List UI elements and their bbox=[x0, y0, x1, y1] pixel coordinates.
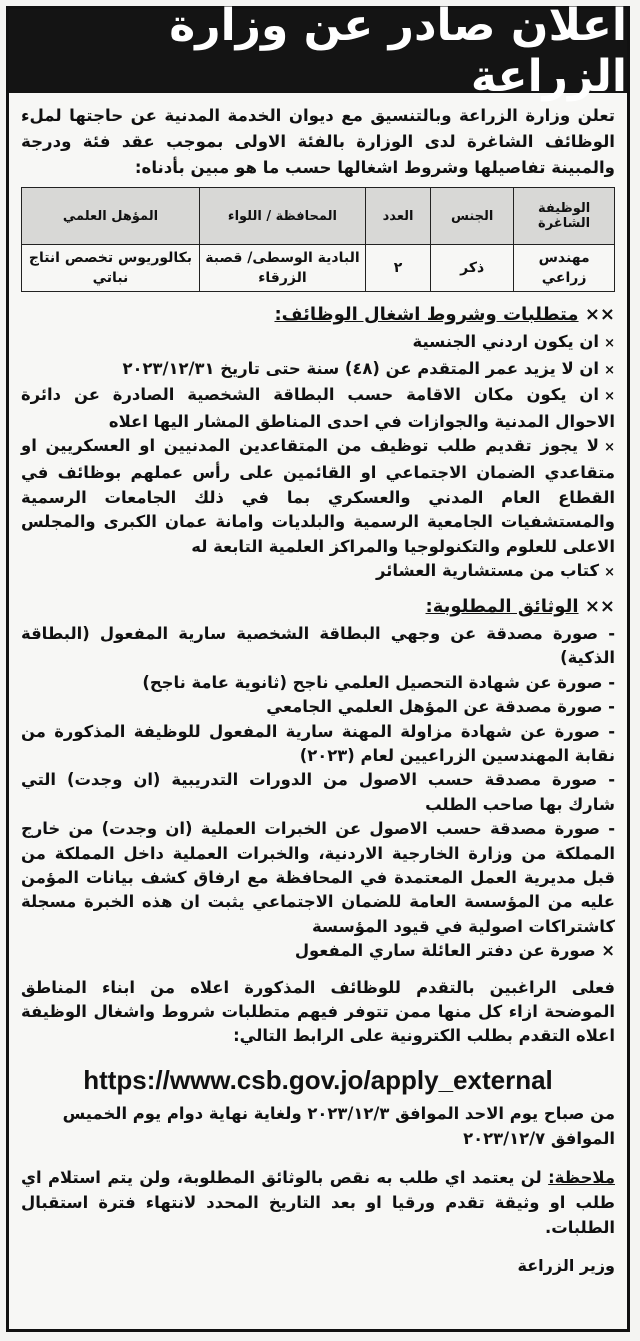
item-text: كتاب من مستشارية العشائر bbox=[376, 561, 599, 581]
signature: وزير الزراعة bbox=[517, 1256, 615, 1276]
bullet-mark: × bbox=[604, 565, 615, 581]
requirements-heading bbox=[21, 302, 615, 328]
documents-heading bbox=[21, 594, 615, 620]
list-item: - صورة مصدقة حسب الاصول عن الخبرات العملية (ان وجدت) من خارج المملكة من وزارة الخارجية الاردنية، والخبرات العملية داخل المملكة من قبل مديرية العمل المعتمدة في المحافظة مع ارفاق كشف بيانات المؤمن عليه من المؤسسة العامة للضمان الاجتماعي يثبت ان هذه الخبرة مسجلة كاشتراكات اصولية في قيود المؤسسة bbox=[21, 819, 615, 936]
list-item bbox=[21, 559, 615, 586]
apply-link[interactable]: https://www.csb.gov.jo/apply_external bbox=[83, 1065, 553, 1096]
bullet-mark: × bbox=[604, 389, 615, 405]
note-label: ملاحظة: bbox=[548, 1168, 615, 1188]
item-text: ان يكون اردني الجنسية bbox=[412, 332, 599, 351]
table-header-row bbox=[22, 188, 615, 245]
list-item bbox=[21, 383, 615, 434]
note-text: لن يعتمد اي طلب به نقص بالوثائق المطلوبة، ولن يتم استلام اي طلب او وثيقة تقدم ورقيا او بعد التاريخ المحدد لانتهاء فترة استقبال الطلبات. bbox=[21, 1168, 615, 1238]
cell-job: مهندس زراعي bbox=[514, 245, 615, 292]
intro-paragraph: تعلن وزارة الزراعة وبالتنسيق مع ديوان الخدمة المدنية عن حاجتها لملء الوظائف الشاغرة لدى الوزارة بالفئة الاولى بموجب عقد فئة ودرجة والمبينة تفاصيلها وشروط اشغالها حسب ما هو مبين بأدناه: bbox=[21, 106, 615, 177]
note-paragraph bbox=[21, 1165, 615, 1240]
list-item: - صورة مصدقة عن وجهي البطاقة الشخصية سارية المفعول (البطاقة الذكية) bbox=[21, 623, 615, 668]
bullet-mark: × bbox=[604, 362, 615, 378]
item-text: لا يجوز تقديم طلب توظيف من المتقاعدين المدنيين او العسكريين او متقاعدي الضمان الاجتماعي او القائمين على رأس عملهم بوظائف في القطاع العام المدني والعسكري بما في ذلك الجامعات الرسمية والمستشفيات الجامعية الرسمية والبلديات وامانة عمان الكبرى والمجلس الاعلى للعلوم والتكنولوجيا والمراكز العلمية التابعة له bbox=[21, 436, 615, 556]
list-item bbox=[21, 357, 615, 384]
section-marker: ×× bbox=[584, 595, 615, 617]
announcement-page bbox=[6, 0, 630, 1332]
closing-paragraph: فعلى الراغبين بالتقدم للوظائف المذكورة اعلاه من ابناء المناطق الموضحة ازاء كل منها ممن تتوفر فيهم متطلبات شروط واشغال الوظيفة اعلاه التقدم بطلب الكترونية على الرابط التالي: bbox=[21, 977, 615, 1046]
cell-qualification: بكالوريوس تخصص انتاج نباتي bbox=[22, 245, 200, 292]
item-text: ان لا يزيد عمر المتقدم عن (٤٨) سنة حتى تاريخ ٢٠٢٣/١٢/٣١ bbox=[122, 358, 599, 378]
col-header-job: الوظيفة الشاغرة bbox=[514, 188, 615, 245]
list-item: - صورة عن شهادة التحصيل العلمي ناجح (ثانوية عامة ناجح) bbox=[142, 672, 615, 692]
cell-gender: ذكر bbox=[431, 245, 514, 292]
announcement-title: اعلان صادر عن وزارة الزراعة bbox=[9, 9, 627, 93]
table-row bbox=[22, 245, 615, 292]
list-item: - صورة مصدقة عن المؤهل العلمي الجامعي bbox=[266, 697, 615, 717]
section-marker: ×× bbox=[584, 304, 615, 325]
vacancies-table bbox=[21, 187, 615, 292]
list-item: × صورة عن دفتر العائلة ساري المفعول bbox=[294, 941, 615, 961]
item-text: ان يكون مكان الاقامة حسب البطاقة الشخصية الصادرة عن دائرة الاحوال المدنية والجوازات في احدى المناطق المشار اليها اعلاه bbox=[21, 385, 615, 431]
col-header-governorate: المحافظة / اللواء bbox=[199, 188, 365, 245]
list-item: - صورة عن شهادة مزاولة المهنة سارية المفعول للوظيفة المذكورة من نقابة المهندسين الزراعيين لعام (٢٠٢٣) bbox=[21, 721, 615, 765]
documents-title: الوثائق المطلوبة: bbox=[425, 595, 579, 617]
list-item bbox=[21, 330, 615, 357]
requirements-title: متطلبات وشروط اشغال الوظائف: bbox=[274, 304, 579, 325]
col-header-gender: الجنس bbox=[431, 188, 514, 245]
documents-list bbox=[21, 622, 615, 964]
list-item: - صورة مصدقة حسب الاصول من الدورات التدريبية (ان وجدت) التي شارك بها صاحب الطلب bbox=[21, 770, 615, 814]
bullet-mark: × bbox=[604, 336, 615, 351]
col-header-qualification: المؤهل العلمي bbox=[22, 188, 200, 245]
list-item bbox=[21, 434, 615, 559]
bullet-mark: × bbox=[604, 440, 615, 456]
announcement-body bbox=[9, 93, 627, 1275]
cell-governorate: البادية الوسطى/ قصبة الزرقاء bbox=[199, 245, 365, 292]
cell-count: ٢ bbox=[365, 245, 430, 292]
requirements-list bbox=[21, 330, 615, 586]
col-header-count: العدد bbox=[365, 188, 430, 245]
application-dates: من صباح يوم الاحد الموافق ٢٠٢٣/١٢/٣ ولغاية نهاية دوام يوم الخميس الموافق ٢٠٢٣/١٢/٧ bbox=[62, 1104, 615, 1148]
